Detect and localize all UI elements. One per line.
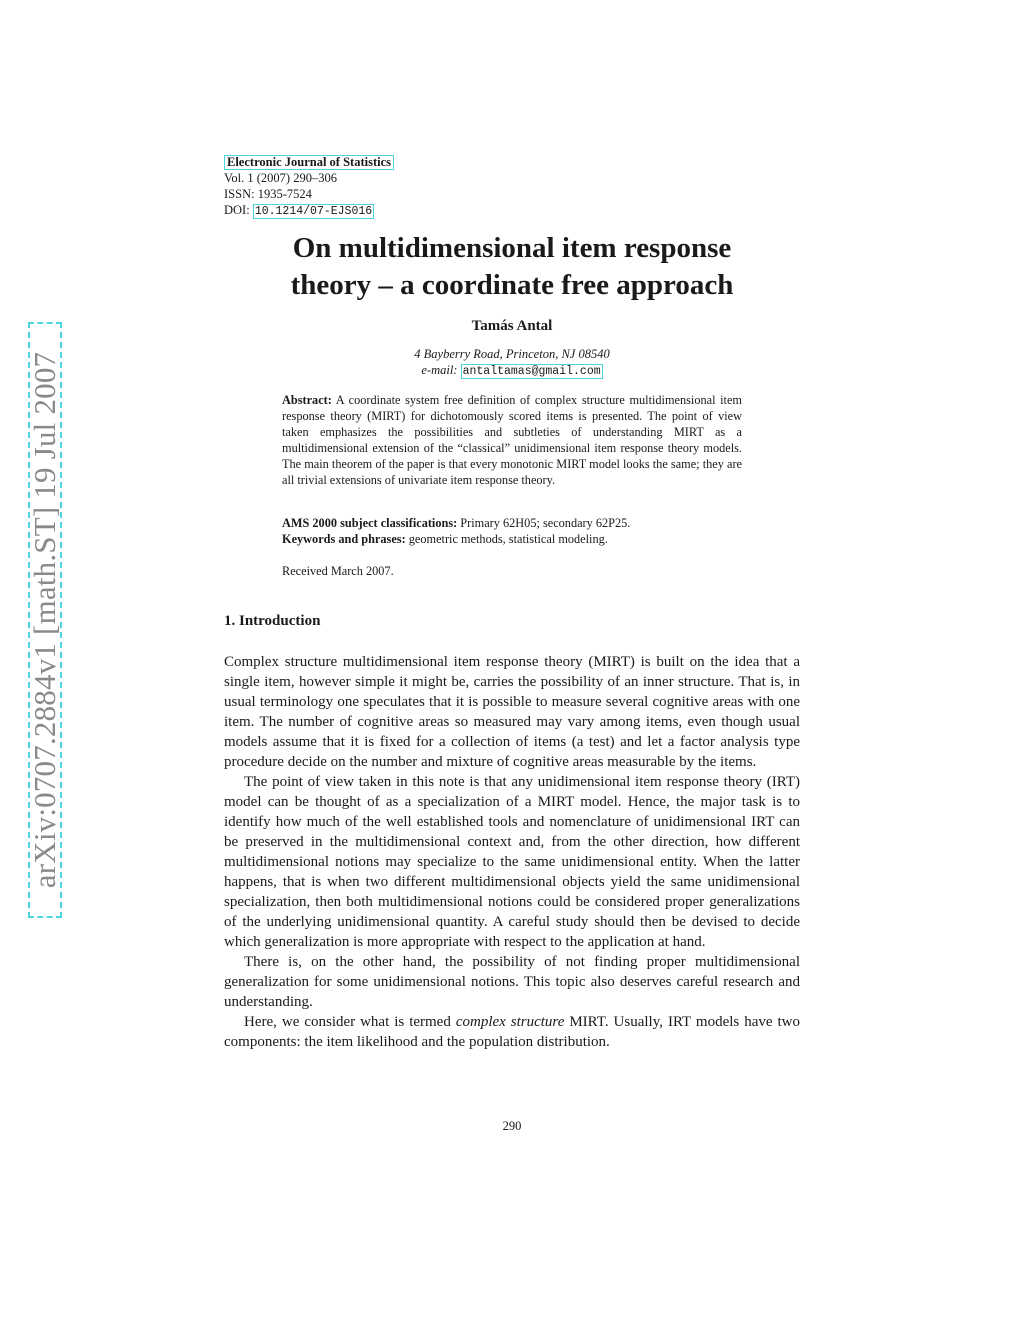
journal-doi-row [224,202,394,219]
title-line-2: theory – a coordinate free approach [290,269,734,301]
arxiv-stamp[interactable] [28,322,62,918]
author-name: Tamás Antal [471,318,553,334]
journal-info [224,154,394,219]
paragraph-4-emphasis: complex structure [455,1014,565,1030]
journal-issn: ISSN: 1935-7524 [224,187,312,201]
paragraph-3: There is, on the other hand, the possibility of not finding proper multidimensional generalization for some unidimensional notions. This topic also deserves careful research and understanding. [224,954,800,1010]
arxiv-id: arXiv:0707.2884v1 [math.ST] 19 Jul 2007 [27,351,62,889]
abstract [282,392,742,488]
paragraph-4-start: Here, we consider what is termed [244,1014,451,1030]
abstract-label: Abstract: [282,393,332,407]
email-label: e-mail: [421,363,458,377]
title-line-1: On multidimensional item response [292,232,732,264]
email-row [224,362,800,379]
section-heading: 1. Introduction [224,613,321,629]
body-text [224,652,800,1052]
author-address-block [224,346,800,379]
paper-title [224,230,800,304]
keywords-text: geometric methods, statistical modeling. [408,532,608,546]
paragraph-2: The point of view taken in this note is that any unidimensional item response theory (IRT) model can be thought of as a specialization of a MIRT model. Hence, the major task is to identify how much of the well established tools and nomenclature of unidimensional IRT can be preserved in the multidimensional context and, from the other direction, how different multidimensional notions may specialize to the same unidimensional entity. When the latter happens, that is when two different multidimensional objects yield the same unidimensional specialization, then both multidimensional notions could be considered proper generalizations of the underlying unidimensional quantity. A careful study should then be devised to decide which generalization is more appropriate with respect to the application at hand. [224,774,800,950]
journal-link[interactable]: Electronic Journal of Statistics [224,155,394,170]
paragraph-1: Complex structure multidimensional item response theory (MIRT) is built on the idea that a single item, however simple it might be, carries the possibility of an inner structure. That is, in usual terminology one speculates that it is possible to measure several cognitive areas with one item. The number of cognitive areas so measured may vary among items, even though usual models assume that it is fixed for a collection of items (a test) and let a factor analysis type procedure decide on the number and mixture of cognitive areas measurable by the items. [224,654,800,770]
doi-label: DOI: [224,203,250,217]
ams-text: Primary 62H05; secondary 62P25. [460,516,631,530]
ams-label: AMS 2000 subject classifications: [282,516,458,530]
email-link[interactable]: antaltamas@gmail.com [462,365,601,378]
author-address: 4 Bayberry Road, Princeton, NJ 08540 [414,347,610,361]
keywords-label: Keywords and phrases: [282,532,406,546]
keywords [282,531,752,547]
doi-link[interactable]: 10.1214/07-EJS016 [254,205,373,218]
page-number: 290 [502,1119,522,1133]
ams-classification [282,515,752,531]
abstract-text: A coordinate system free definition of complex structure multidimensional item response theory (MIRT) for dichotomously scored items is presented. The point of view taken emphasizes the possibilities and subtleties of understanding MIRT as a multidimensional extension of the “classical” unidimensional item response theory models. The main theorem of the paper is that every monotonic MIRT model looks the same; they are all trivial extensions of univariate item response theory. [282,393,742,487]
received-date: Received March 2007. [282,564,394,578]
classifications [282,515,752,547]
paragraph-4-end: MIRT. Usually, IRT models have two components: the item likelihood and the population distribution. [224,1014,800,1050]
journal-volume: Vol. 1 (2007) 290–306 [224,171,337,185]
paragraph-4 [224,1012,800,1052]
